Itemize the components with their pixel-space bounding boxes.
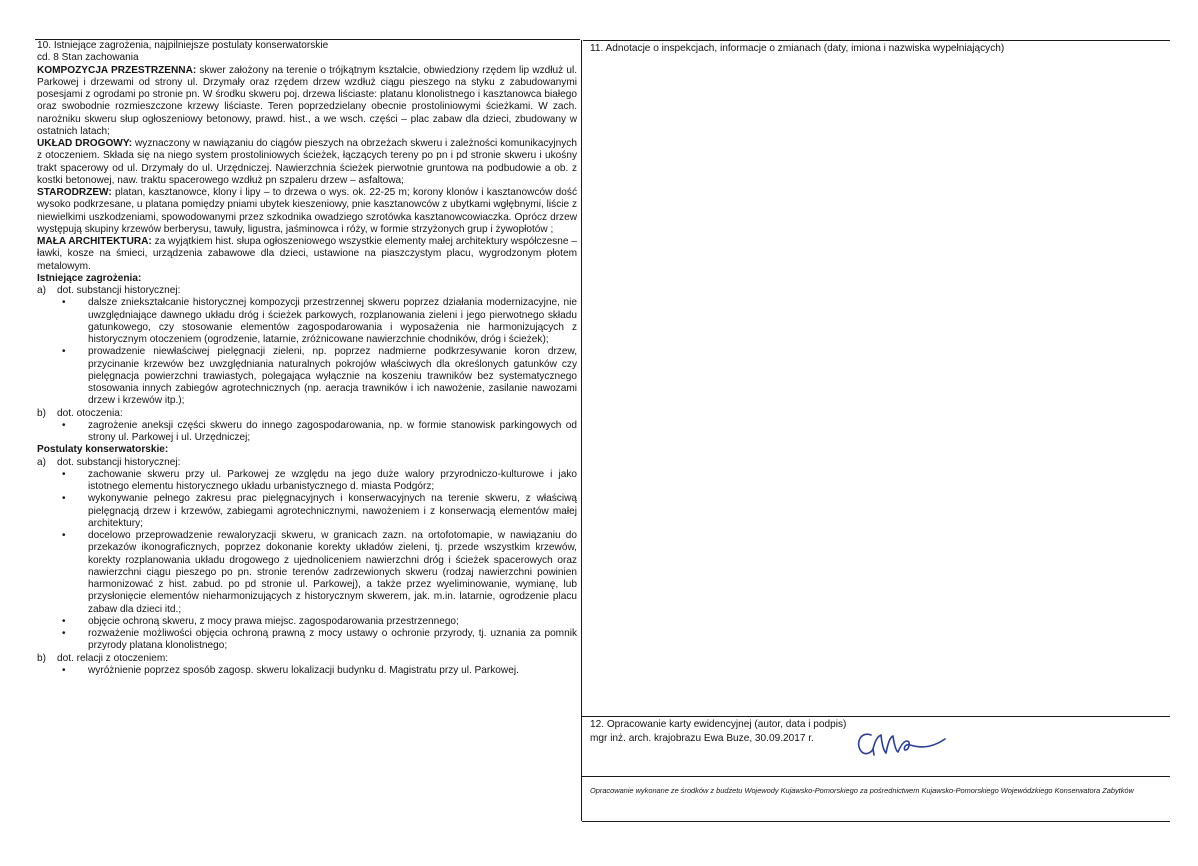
starodrzew-text: platan, kasztanowce, klony i lipy – to drzewa o wys. ok. 22-25 m; korony klonów i kasztanowców dość wysoko podkrzesane, u platana pomiędzy pniami ubytek kieszeniowy, pnie kasztanowców z ubytkami wgłębnymi, liście z niewielkimi uszkodzeniami, spowodowanymi przez szkodnika owadziego szrotówka kasztanowcowiaczka. Oprócz drzew występują skupiny krzewów berberysu, tawuły, ligustra, jaśminowca i róży, w formie strzyżonych grup i żywopłotów ;: [37, 187, 577, 235]
postulaty-b-label: b): [37, 652, 46, 664]
postulaty-a-title: dot. substancji historycznej:: [57, 456, 181, 468]
zagrozenia-b-label: b): [37, 407, 46, 419]
kompozycja-title: KOMPOZYCJA PRZESTRZENNA:: [37, 64, 197, 76]
list-item: • objęcie ochroną skweru, z mocy prawa miejsc. zagospodarowania przestrzennego;: [88, 616, 577, 628]
list-item: • wyróżnienie poprzez sposób zagosp. skweru lokalizacji budynku d. Magistratu przy ul. Parkowej.: [88, 665, 577, 677]
top-rule-right: [583, 40, 1170, 41]
section-12-header: 12. Opracowanie karty ewidencyjnej (autor, data i podpis): [590, 719, 847, 730]
zagrozenia-a-label: a): [37, 285, 46, 296]
uklad-paragraph: [37, 138, 577, 187]
section-10-subheader: cd. 8 Stan zachowania: [37, 52, 139, 64]
list-item: • prowadzenie niewłaściwej pielęgnacji zieleni, np. poprzez nadmierne podkrzesywanie koron drzew, przycinanie krzewów bez uwzględniania naturalnych pokrojów właściwych dla określonych gatunków czy pielęgnacja powierzchni trawiastych, polegająca wyłącznie na koszeniu trawników bez systematycznego stosowania innych zabiegów agrotechnicznych (np. aeracja trawników i ich nawożenie, zasilanie nawozami drzew i krzewów itp.);: [88, 346, 577, 407]
list-item: • wykonywanie pełnego zakresu prac pielęgnacyjnych i konserwacyjnych na terenie skweru, z właściwą pielęgnacją drzew i krzewów, zabiegami agrotechnicznymi, nawożeniem i z konserwacją elementów małej architektury;: [88, 493, 577, 530]
author-line: mgr inż. arch. krajobrazu Ewa Buze, 30.09.2017 r.: [590, 733, 814, 744]
postulaty-b-list: [37, 665, 577, 677]
zagrozenia-a-heading: [37, 285, 577, 297]
list-item: • rozważenie możliwości objęcia ochroną prawną z mocy ustawy o ochronie przyrody, tj. uznania za pomnik przyrody platana klonolistnego;: [88, 628, 577, 653]
mala-text: za wyjątkiem hist. słupa ogłoszeniowego wszystkie elementy małej architektury współczesne – ławki, kosze na śmieci, urządzenia zabawowe dla dzieci, ustawione na piaszczystym placu, wygrodzonym płotem metalowym.: [37, 236, 577, 272]
section-12-rule: [582, 716, 1170, 717]
postulaty-a-label: a): [37, 456, 46, 468]
handwritten-signature: [855, 727, 950, 761]
postulaty-b-title: dot. relacji z otoczeniem:: [57, 652, 169, 664]
kompozycja-paragraph: [37, 65, 577, 139]
zagrozenia-b-list: [37, 420, 577, 445]
list-item: • zagrożenie aneksji części skweru do innego zagospodarowania, np. w formie stanowisk parkingowych od strony ul. Parkowej i ul. Urzędniczej;: [88, 420, 577, 445]
list-item: • zachowanie skweru przy ul. Parkowej ze względu na jego duże walory przyrodniczo-kulturowe i jako istotnego elementu historycznego układu urbanistycznego d. miasta Podgórz;: [88, 469, 577, 494]
uklad-text: wyznaczony w nawiązaniu do ciągów pieszych na obrzeżach skweru i zależności komunikacyjnych z otoczeniem. Składa się na niego system prostoliniowych ścieżek, łączących tereny po pn i pd stronie skweru i ukośny trakt spacerowy od ul. Drzymały do ul. Urzędniczej. Nawierzchnia ścieżek pierwotnie gruntowa na podbudowie a ob. z kostki betonowej, naw. traktu spacerowego wzdłuż pn szpaleru drzew – asfaltowa;: [37, 138, 577, 186]
kompozycja-text: skwer założony na terenie o trójkątnym kształcie, obwiedziony rzędem lip wzdłuż ul. Parkowej i drzewami od strony ul. Drzymały oraz rzędem drzew wzdłuż ciągu pieszego na styku z zabudowanymi posesjami z ogrodami po stronie pn. W środku skweru poj. drzewa liściaste: platanu klonolistnego i kasztanowca białego oraz swobodnie rozmieszczone krzewy liściaste. Teren poprzedzielany obecnie prostoliniowymi ścieżkami. W zach. narożniku skweru słup ogłoszeniowy betonowy, prawd. hist., a we wsch. części – plac zabaw dla dzieci, zbudowany w ostatnich latach;: [37, 64, 577, 137]
starodrzew-paragraph: [37, 187, 577, 236]
column-divider: [581, 40, 582, 821]
funding-note: Opracowanie wykonane ze środków z budżetu Wojewody Kujawsko-Pomorskiego za pośrednictwem Kujawsko-Pomorskiego Wojewódzkiego Konserwatora Zabytków: [590, 786, 1134, 795]
section-10-header: 10. Istniejące zagrożenia, najpilniejsze postulaty konserwatorskie: [37, 40, 329, 51]
uklad-title: UKŁAD DROGOWY:: [37, 138, 133, 149]
section-11-header: 11. Adnotacje o inspekcjach, informacje o zmianach (daty, imiona i nazwiska wypełniających): [590, 43, 1005, 54]
list-item: • dalsze zniekształcanie historycznej kompozycji przestrzennej skweru poprzez działania modernizacyjne, nie uwzględniające dawnego układu dróg i ścieżek parkowych, rozplanowania zieleni i jego pierwotnego składu gatunkowego, czy stosowanie elementów zagospodarowania i wyposażenia nie harmonizujących z historycznym otoczeniem (ogrodzenie, latarnie, zróżnicowane nawierzchnie chodników, dróg i ścieżek);: [88, 297, 577, 346]
funding-rule: [582, 776, 1170, 777]
starodrzew-title: STARODRZEW:: [37, 187, 112, 198]
postulaty-title: Postulaty konserwatorskie:: [37, 444, 169, 456]
postulaty-a-heading: [37, 457, 577, 469]
section-10-column: [37, 40, 577, 677]
bottom-rule-right: [582, 821, 1170, 822]
mala-paragraph: [37, 236, 577, 273]
zagrozenia-title: Istniejące zagrożenia:: [37, 272, 142, 284]
zagrozenia-b-heading: [37, 408, 577, 420]
postulaty-a-list: [37, 469, 577, 653]
mala-title: MAŁA ARCHITEKTURA:: [37, 236, 152, 247]
list-item: • docelowo przeprowadzenie rewaloryzacji skweru, w granicach zazn. na ortofotomapie, w nawiązaniu do przekazów ikonograficznych, poprzez dokonanie korekty układów zieleni, tj. przede wszystkim krzewów, korekty rozplanowania układu drogowego z ujednoliceniem nawierzchni dróg i ścieżek spacerowych oraz nawierzchni ciągu pieszego po pn. stronie terenów zadrzewionych skweru (rodzaj nawierzchni powinien harmonizować z hist. zabud. po pd stronie ul. Parkowej), a także przez wyeliminowanie, wymianę, lub przysłonięcie elementów nieharmonizujących z historycznym skwerem, jak. m.in. latarnie, ogrodzenie placu zabaw dla dzieci itd.;: [88, 530, 577, 616]
zagrozenia-a-list: [37, 297, 577, 407]
zagrozenia-a-title: dot. substancji historycznej:: [57, 285, 181, 296]
postulaty-b-heading: [37, 653, 577, 665]
zagrozenia-b-title: dot. otoczenia:: [57, 407, 123, 419]
